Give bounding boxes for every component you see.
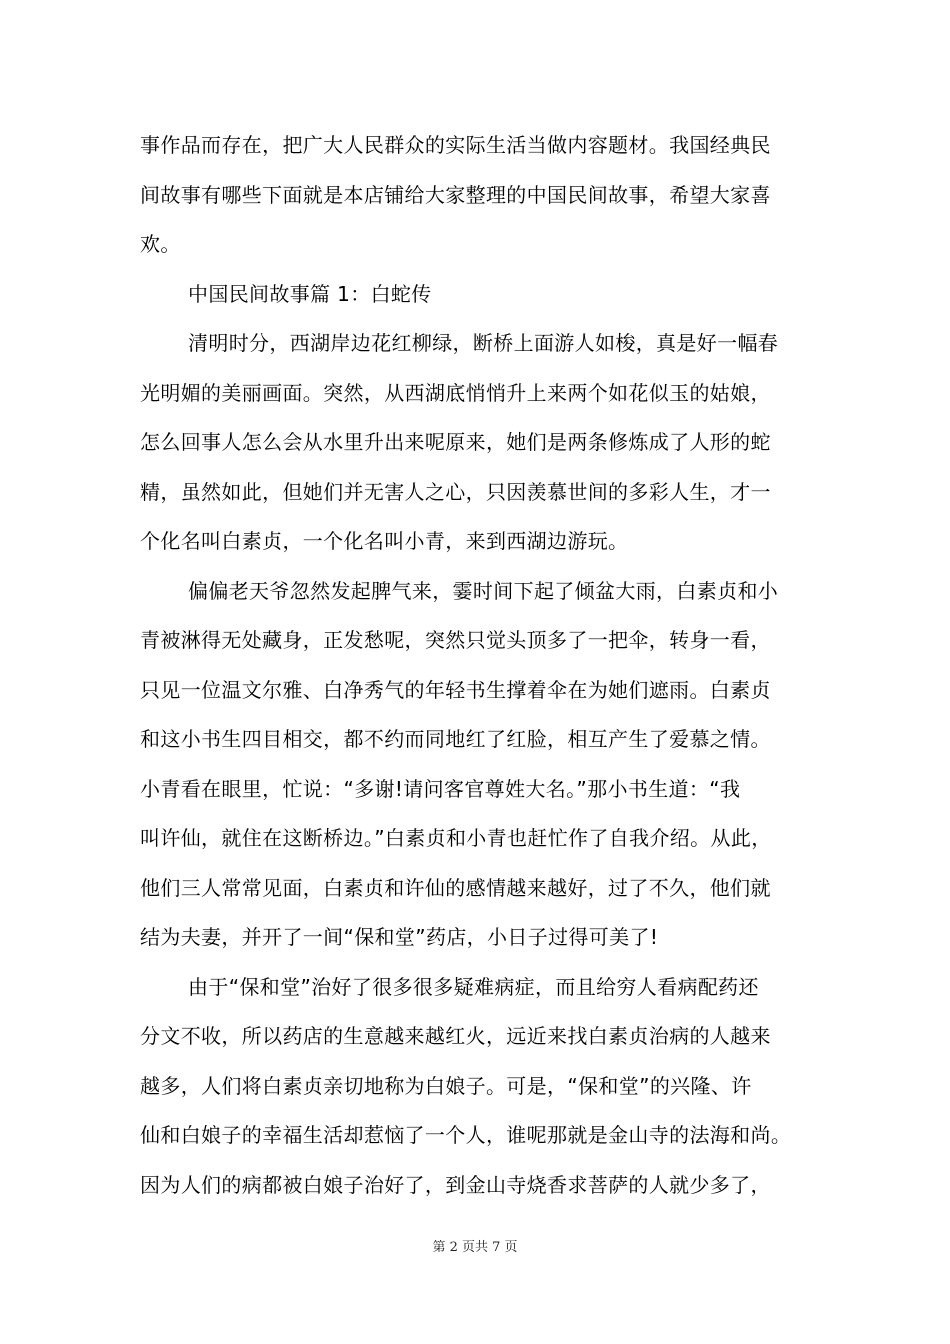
text-line: 结为夫妻，并开了一间“保和堂”药店，小日子过得可美了! [140, 925, 659, 949]
text-line: 小青看在眼里，忙说：“多谢!请问客官尊姓大名。”那小书生道：“我 [140, 776, 741, 801]
text-line: 事作品而存在，把广大人民群众的实际生活当做内容题材。我国经典民 [140, 133, 771, 157]
text-line: 怎么回事人怎么会从水里升出来呢原来，她们是两条修炼成了人形的蛇 [140, 430, 771, 454]
text-line: 欢。 [140, 232, 181, 256]
text-line: 叫许仙，就住在这断桥边。”白素贞和小青也赶忙作了自我介绍。从此， [140, 826, 772, 850]
text-line: 间故事有哪些下面就是本店铺给大家整理的中国民间故事，希望大家喜 [140, 182, 771, 207]
text-line: 他们三人常常见面，白素贞和许仙的感情越来越好，过了不久，他们就 [140, 875, 771, 900]
text-line: 仙和白娘子的幸福生活却惹恼了一个人，谁呢那就是金山寺的法海和尚。 [140, 1123, 792, 1147]
paragraph-first-line: 清明时分，西湖岸边花红柳绿，断桥上面游人如梭，真是好一幅春 [188, 331, 779, 355]
paragraph-first-line: 偏偏老天爷忽然发起脾气来，霎时间下起了倾盆大雨，白素贞和小 [188, 578, 779, 603]
text-line: 和这小书生四目相交，都不约而同地红了红脸，相互产生了爱慕之情。 [140, 727, 771, 751]
text-line: 因为人们的病都被白娘子治好了，到金山寺烧香求菩萨的人就少多了， [140, 1172, 771, 1197]
text-line: 光明媚的美丽画面。突然，从西湖底悄悄升上来两个如花似玉的姑娘， [140, 380, 771, 405]
text-line: 越多，人们将白素贞亲切地称为白娘子。可是，“保和堂”的兴隆、许 [140, 1073, 752, 1098]
paragraph-first-line: 由于“保和堂”治好了很多很多疑难病症，而且给穷人看病配药还 [188, 974, 759, 999]
text-line: 分文不收，所以药店的生意越来越红火，远近来找白素贞治病的人越来 [140, 1024, 771, 1048]
text-line: 只见一位温文尔雅、白净秀气的年轻书生撑着伞在为她们遮雨。白素贞 [140, 677, 771, 702]
page-number-footer: 第 2 页共 7 页 [432, 1240, 518, 1255]
text-line: 个化名叫白素贞，一个化名叫小青，来到西湖边游玩。 [140, 529, 629, 553]
text-line: 青被淋得无处藏身，正发愁呢，突然只觉头顶多了一把伞，转身一看， [140, 628, 771, 652]
document-body [140, 121, 820, 1210]
section-heading: 中国民间故事篇 1：白蛇传 [188, 281, 432, 306]
text-line: 精，虽然如此，但她们并无害人之心，只因羡慕世间的多彩人生，才一 [140, 479, 771, 504]
